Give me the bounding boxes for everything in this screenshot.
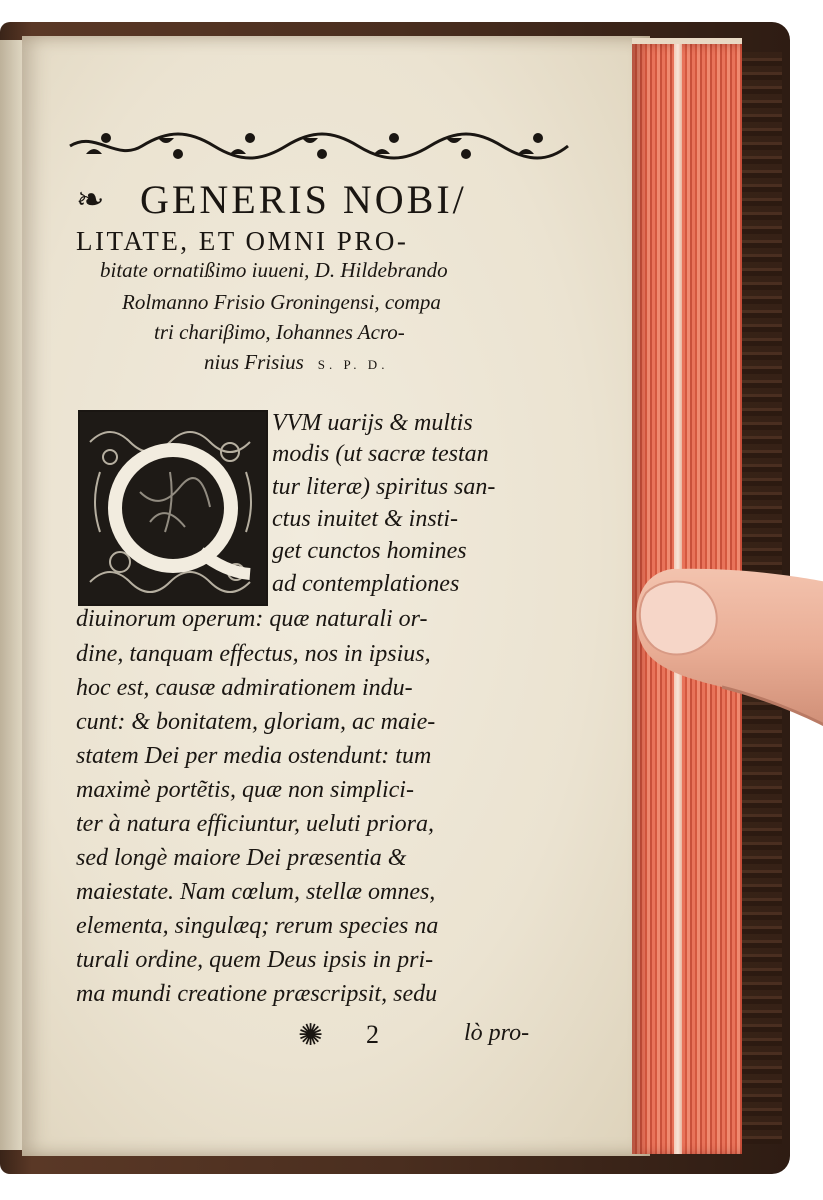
heading-line-2: LITATE, ET OMNI PRO- [76,226,409,256]
heading-line-6 [204,350,388,375]
body-line: elementa, singulæq; rerum species na [76,913,439,939]
body-line: maximè portẽtis, quæ non simplici- [76,777,414,803]
heading-line-3: bitate ornatißimo iuueni, D. Hildebrando [100,258,448,282]
body-line: maiestate. Nam cœlum, stellæ omnes, [76,879,436,905]
body-line: statem Dei per media ostendunt: tum [76,743,432,769]
body-line: hoc est, causæ admirationem indu- [76,675,413,701]
heading-line-1: GENERIS NOBI/ [140,177,467,222]
body-line: turali ordine, quem Deus ipsis in pri- [76,947,434,973]
body-line: ctus inuitet & insti- [272,506,458,532]
body-line: dine, tanquam effectus, nos in ipsius, [76,641,431,667]
body-line: diuinorum operum: quæ naturali or- [76,606,428,632]
body-line: ter à natura efficiuntur, ueluti priora, [76,811,434,837]
salutation: S. P. D. [317,357,389,372]
heading-line-4: Rolmanno Frisio Groningensi, compa [122,290,441,314]
signature-mark-icon: ✺ [298,1019,324,1052]
body-line: get cunctos homines [272,538,467,564]
page-number: 2 [366,1020,379,1049]
drop-cap-letter: Q [172,510,174,512]
author-name: nius Frisius [204,350,304,374]
catchword: lò pro- [464,1020,530,1046]
body-line: modis (ut sacræ testan [272,441,489,467]
drop-cap-initial [78,410,268,606]
fleuron-icon: ❧ [76,182,105,219]
body-line: ad contemplationes [272,571,460,597]
body-line: cunt: & bonitatem, gloriam, ac maie- [76,709,436,735]
body-line: ma mundi creatione præscripsit, sedu [76,981,438,1007]
body-line: tur literæ) spiritus san- [272,474,496,500]
heading-line-5: tri chariβimo, Iohannes Acro- [154,320,405,344]
finger-holding-page [632,563,823,731]
body-line: VVM uarijs & multis [272,410,473,436]
body-line: sed longè maiore Dei præsentia & [76,845,407,871]
